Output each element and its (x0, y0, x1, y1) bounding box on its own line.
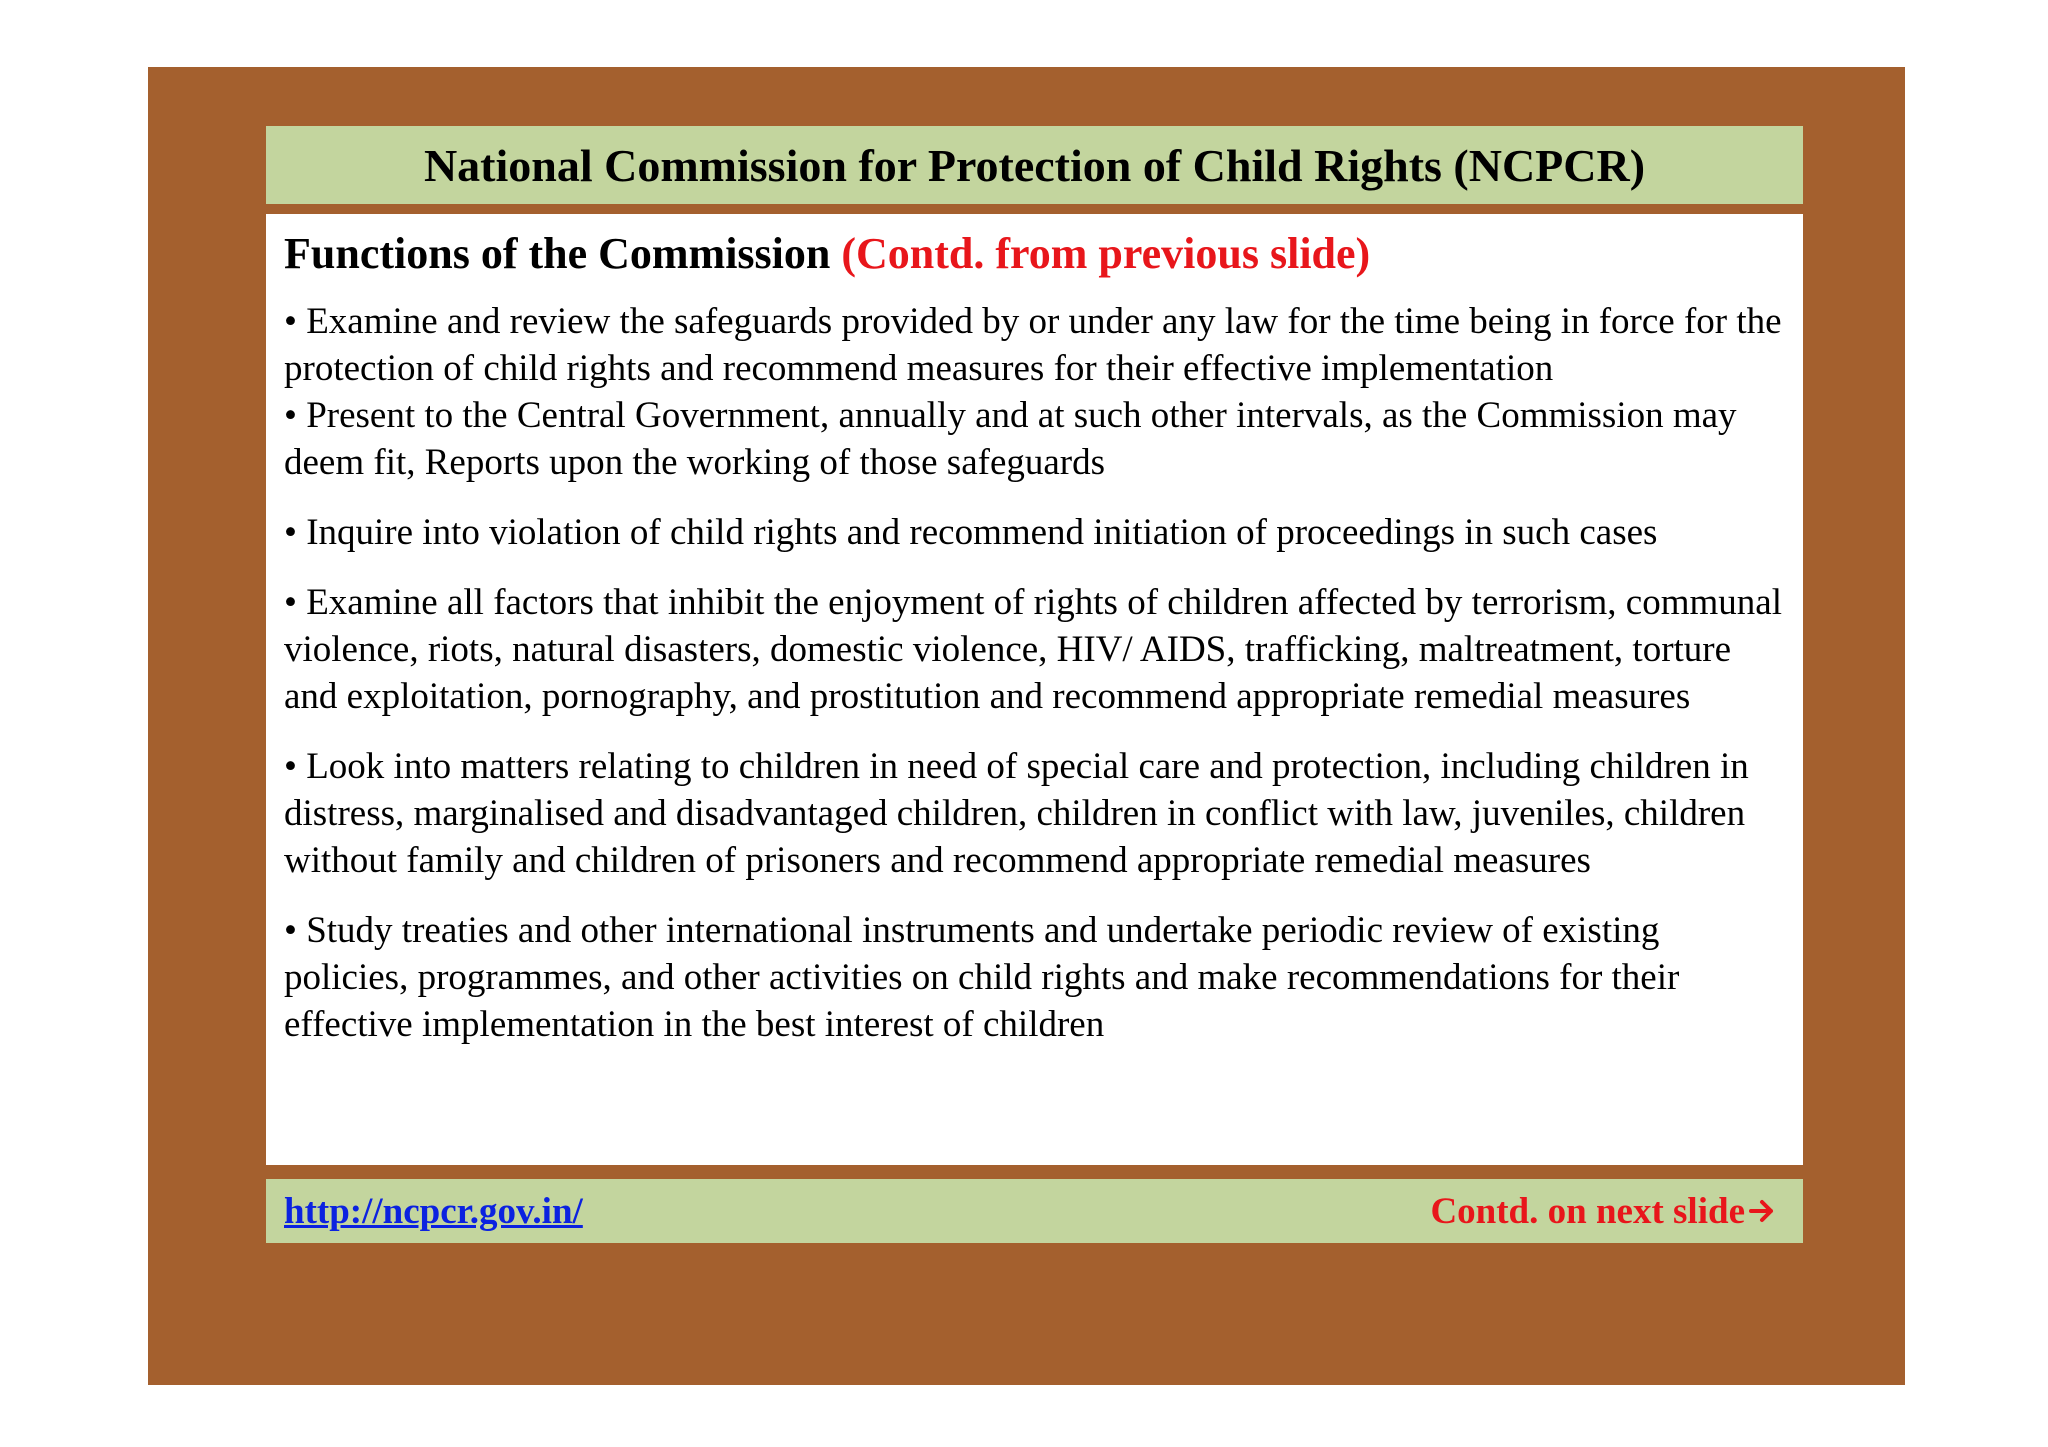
right-arrow-icon (1749, 1198, 1775, 1224)
bullet-item: • Look into matters relating to children in need of special care and protection, including children in distress, marginalised and disadvantaged children, children in conflict with law, juveniles, children without family and children of prisoners and recommend appropriate remedial measures (284, 746, 1749, 881)
slide-title: National Commission for Protection of Child Rights (NCPCR) (423, 139, 1646, 191)
slide-frame (148, 67, 1905, 1385)
website-link[interactable]: http://ncpcr.gov.in/ (284, 1190, 583, 1232)
bullet-item: • Study treaties and other international instruments and undertake periodic review of existing policies, programmes, and other activities on child rights and make recommendations for their effective implementation in the best interest of children (284, 910, 1680, 1045)
content-panel (266, 214, 1803, 1165)
bullet-item: • Inquire into violation of child rights and recommend initiation of proceedings in such cases (284, 512, 1658, 553)
contd-next-label: Contd. on next slide (1430, 1190, 1745, 1232)
contd-next-slide (1430, 1190, 1775, 1233)
title-bar (266, 126, 1803, 204)
footer-bar (266, 1179, 1803, 1243)
section-heading (284, 226, 1785, 282)
bullet-list (284, 298, 1785, 1048)
bullet-item: • Examine all factors that inhibit the enjoyment of rights of children affected by terrorism, communal violence, riots, natural disasters, domestic violence, HIV/ AIDS, trafficking, maltreatment, torture and exploitation, pornography, and prostitution and recommend appropriate remedial measures (284, 582, 1782, 717)
section-heading-text: Functions of the Commission (284, 229, 831, 278)
bullet-item: • Examine and review the safeguards provided by or under any law for the time being in force for the protection of child rights and recommend measures for their effective implementation (284, 301, 1782, 389)
bullet-item: • Present to the Central Government, annually and at such other intervals, as the Commission may deem fit, Reports upon the working of those safeguards (284, 395, 1737, 483)
contd-from-previous-note: (Contd. from previous slide) (841, 229, 1371, 278)
